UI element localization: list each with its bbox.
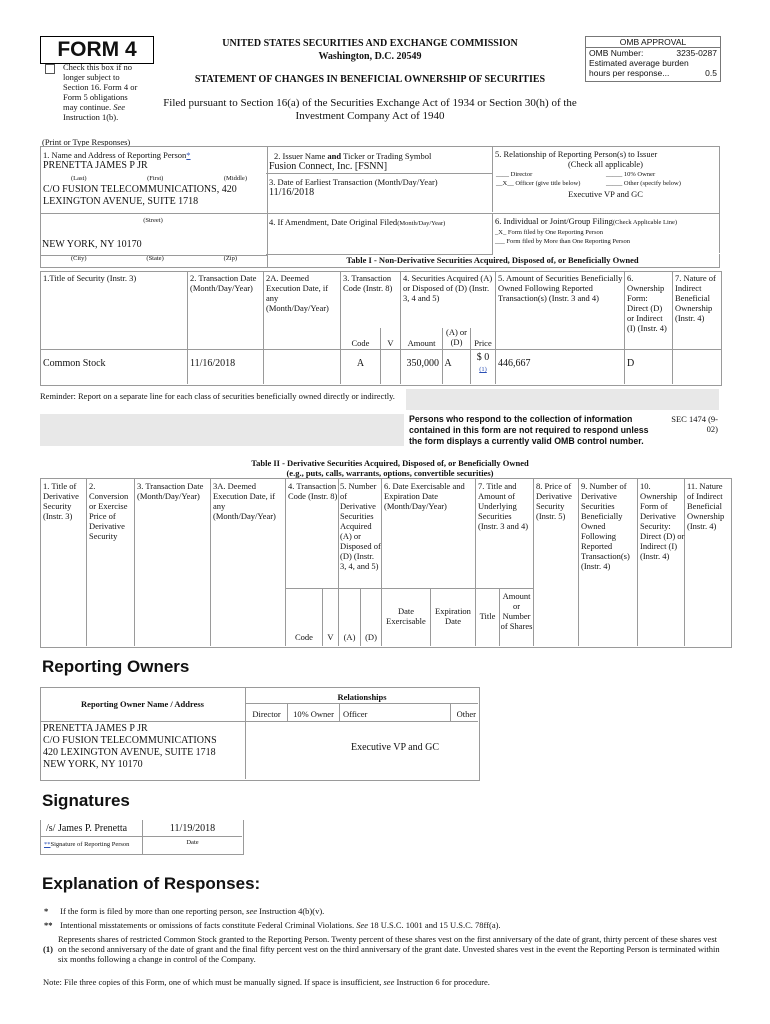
box2-label-and: and xyxy=(327,151,342,161)
ten-pct-label: 10% Owner xyxy=(623,171,656,178)
t2-vline xyxy=(86,478,87,646)
t1-hline xyxy=(40,349,721,350)
t1-vline xyxy=(495,271,496,384)
omb-number-label: OMB Number: xyxy=(589,48,644,58)
table1-h4: 4. Securities Acquired (A) or Disposed of (D) (Instr. 3, 4 and 5) xyxy=(403,273,493,303)
t1-vline xyxy=(263,271,264,384)
officer-mark: X xyxy=(502,180,508,187)
ten-pct-option[interactable]: _____ 10% Owner xyxy=(606,171,656,178)
box5-label: 5. Relationship of Reporting Person(s) to Issuer xyxy=(495,149,658,159)
more-person-label: Form filed by More than One Reporting Person xyxy=(506,238,631,245)
t1-row-price: $ 0 xyxy=(476,352,490,363)
box1-name-labels xyxy=(41,172,267,183)
checkbox-text-3: Section 16. Form 4 or xyxy=(63,82,138,92)
middle-label: (Middle) xyxy=(223,175,247,182)
signature-value: /s/ James P. Prenetta xyxy=(46,823,128,834)
ro-col-name: Reporting Owner Name / Address xyxy=(81,699,204,709)
sig-label: Signature of Reporting Person xyxy=(50,841,130,848)
earliest-transaction-date: 11/16/2018 xyxy=(269,187,315,198)
t2-h9: 9. Number of Derivative Securities Beneficially Owned Following Reported Transaction(s) (Instr. 4) xyxy=(581,481,630,571)
omb-hours: 0.5 xyxy=(705,68,717,78)
omb-number-row xyxy=(586,48,720,58)
t2-h7: 7. Title and Amount of Underlying Securities (Instr. 3 and 4) xyxy=(478,481,529,531)
ro-owner-line-3: 420 LEXINGTON AVENUE, SUITE 1718 xyxy=(43,747,216,758)
t2-vline xyxy=(210,478,211,646)
checkbox-text-5-line xyxy=(63,102,158,112)
reminder-shade-left xyxy=(40,414,404,446)
city-line: NEW YORK, NY 10170 xyxy=(42,239,142,250)
t2-vline xyxy=(533,478,534,646)
table1-h2a: 2A. Deemed Execution Date, if any (Month/Day/Year) xyxy=(266,273,329,313)
omb-approval-box xyxy=(585,36,721,82)
star2-pre: Intentional misstatements or omissions of facts constitute Federal Criminal Violations. xyxy=(60,920,355,930)
t1-row-price-footnote[interactable]: (1) xyxy=(479,366,487,373)
ro-vline xyxy=(339,703,340,721)
t1-sub-price: Price xyxy=(474,338,492,348)
t1-sub-code: Code xyxy=(351,338,370,348)
t2-sub-a: (A) xyxy=(343,632,356,642)
table2-title: Table II - Derivative Securities Acquired, Disposed of, or Beneficially Owned xyxy=(251,458,529,468)
table1-title: Table I - Non-Derivative Securities Acquired, Disposed of, or Beneficially Owned xyxy=(266,254,720,268)
t2-sub-exercisable: Date Exercisable xyxy=(386,606,426,626)
other-label: Other (specify below) xyxy=(623,180,681,187)
checkbox-text-5: may continue. xyxy=(63,102,112,112)
t1-row-date: 11/16/2018 xyxy=(190,358,236,369)
t2-h10: 10. Ownership Form of Derivative Security: Direct (D) or Indirect (I) (Instr. 4) xyxy=(640,481,685,561)
t1-vline xyxy=(624,271,625,384)
t2-sub-amount: Amount or Number of Shares xyxy=(500,591,533,631)
box5-row-2 xyxy=(492,179,719,188)
note-see: see xyxy=(383,977,395,987)
footnote-1-mark: (1) xyxy=(43,944,53,954)
table1-h7: 7. Nature of Indirect Beneficial Ownership (Instr. 4) xyxy=(675,273,716,323)
ro-col-officer: Officer xyxy=(343,709,368,719)
first-label: (First) xyxy=(147,175,164,182)
box1-label: 1. Name and Address of Reporting Person xyxy=(43,150,187,160)
star1-pre: If the form is filed by more than one reporting person, xyxy=(60,906,245,916)
filed-line-2: Investment Company Act of 1940 xyxy=(295,110,445,122)
t1-row-security: Common Stock xyxy=(43,358,106,369)
t2-h5: 5. Number of Derivative Securities Acquired (A) or Disposed of (D) (Instr. 3, 4, and 5) xyxy=(340,481,381,571)
footnote-1-text: Represents shares of restricted Common Stock granted to the Reporting Person. Twenty percent of these shares vest on the first anniversary of the date of grant, thirty percent of these shares vest on the second anniversary of the date of grant and the final fifty percent vest on the third anniversary of the grant date. Unvested shares vest in the event the Reporting Person is terminated within six months following a change in control of the Company. xyxy=(58,934,720,964)
checkbox-text-6: Instruction 1(b). xyxy=(63,112,119,122)
director-option[interactable]: ____ Director xyxy=(496,171,533,178)
t2-h3: 3. Transaction Date (Month/Day/Year) xyxy=(137,481,204,501)
sec-number: SEC 1474 (9-02) xyxy=(671,414,718,434)
city-state-zip-labels xyxy=(40,254,268,268)
t2-sub-d: (D) xyxy=(365,632,377,642)
one-person-option[interactable]: _X_ Form filed by One Reporting Person xyxy=(495,229,603,236)
star1-post: Instruction 4(b)(v). xyxy=(259,906,325,916)
t2-h4: 4. Transaction Code (Instr. 8) xyxy=(288,481,338,501)
t2-vline xyxy=(285,478,286,646)
t1-vline xyxy=(672,271,673,384)
omb-number: 3235-0287 xyxy=(676,48,717,58)
table1-h3: 3. Transaction Code (Instr. 8) xyxy=(343,273,393,293)
address-line-1: C/O FUSION TELECOMMUNICATIONS, 420 xyxy=(43,184,237,195)
t2-sub-code: Code xyxy=(295,632,313,642)
ro-hline xyxy=(245,703,478,704)
officer-label: Officer (give title below) xyxy=(515,180,581,187)
reporting-person-street-box xyxy=(40,213,266,254)
signatures-heading: Signatures xyxy=(42,791,130,810)
box2-label xyxy=(266,147,492,161)
sig-hline xyxy=(40,836,242,837)
statement-title: STATEMENT OF CHANGES IN BENEFICIAL OWNERSHIP OF SECURITIES xyxy=(194,74,546,85)
box5-sub: (Check all applicable) xyxy=(567,159,644,169)
agency-location: Washington, D.C. 20549 xyxy=(318,51,422,62)
one-person-label: Form filed by One Reporting Person xyxy=(507,229,603,236)
ro-owner-line-2: C/O FUSION TELECOMMUNICATIONS xyxy=(43,735,217,746)
last-label: (Last) xyxy=(71,175,87,182)
checkbox-text-1: Check this box if no xyxy=(63,62,132,72)
box3-label: 3. Date of Earliest Transaction (Month/Day/Year) xyxy=(269,177,438,187)
t2-sub-expiration: Expiration Date xyxy=(435,606,471,626)
t1-sub-aord: (A) or (D) xyxy=(445,327,467,347)
other-option[interactable]: _____ Other (specify below) xyxy=(606,180,681,187)
checkbox-text-see: See xyxy=(113,102,126,112)
filed-line-1: Filed pursuant to Section 16(a) of the Securities Exchange Act of 1934 or Section 30(h) of the xyxy=(163,97,577,109)
t2-h2: 2. Conversion or Exercise Price of Derivative Security xyxy=(89,481,129,541)
address-line-2: LEXINGTON AVENUE, SUITE 1718 xyxy=(43,196,199,207)
earliest-transaction-box xyxy=(266,173,493,212)
box1-label-row xyxy=(41,147,267,160)
note-post: Instruction 6 for procedure. xyxy=(396,977,490,987)
signature-label-row xyxy=(44,841,129,849)
reporting-owners-heading: Reporting Owners xyxy=(42,657,190,676)
box4-label-row xyxy=(266,214,492,228)
amendment-box xyxy=(266,213,493,255)
print-type: (Print or Type Responses) xyxy=(42,137,131,147)
ro-col-relationships: Relationships xyxy=(337,692,387,702)
ro-col-director: Director xyxy=(252,709,281,719)
date-label: Date xyxy=(186,839,199,846)
box2-label-pre: 2. Issuer Name xyxy=(274,151,326,161)
t2-sub-title: Title xyxy=(479,611,496,621)
table1-h6: 6. Ownership Form: Direct (D) or Indirect (I) (Instr. 4) xyxy=(627,273,667,333)
table1-h1: 1.Title of Security (Instr. 3) xyxy=(43,273,137,283)
form-title: FORM 4 xyxy=(57,38,137,61)
director-label: Director xyxy=(510,171,533,178)
table1-h2: 2. Transaction Date (Month/Day/Year) xyxy=(190,273,257,293)
reminder: Reminder: Report on a separate line for each class of securities beneficially owned directly or indirectly. xyxy=(40,391,395,401)
omb-hours-row xyxy=(586,68,720,78)
star1-see: see xyxy=(246,906,257,916)
box5-row-1 xyxy=(492,169,719,179)
explanation-heading: Explanation of Responses: xyxy=(42,874,261,893)
form-title-box xyxy=(40,36,154,64)
street-label: (Street) xyxy=(143,217,163,224)
signature-date: 11/19/2018 xyxy=(169,823,216,834)
t2-h6: 6. Date Exercisable and Expiration Date (Month/Day/Year) xyxy=(384,481,465,511)
issuer-name: Fusion Connect, Inc. [FSNN] xyxy=(269,161,388,172)
star2-mark: ** xyxy=(44,920,53,930)
t2-hline xyxy=(285,588,534,589)
checkbox-text-4: Form 5 obligations xyxy=(63,92,128,102)
persons-notice: Persons who respond to the collection of information contained in this form are not required to respond unless the form displays a currently valid OMB control number. xyxy=(409,414,649,446)
box1-star: * xyxy=(186,150,191,160)
ro-col-10pct: 10% Owner xyxy=(293,709,334,719)
omb-burden-label: Estimated average burden xyxy=(589,58,689,68)
officer-title: Executive VP and GC xyxy=(568,189,643,199)
filed-pursuant xyxy=(158,97,582,123)
omb-hours-label: hours per response... xyxy=(589,68,670,78)
t1-vline xyxy=(187,271,188,384)
checkbox-text-2: longer subject to xyxy=(63,72,120,82)
more-person-option[interactable]: ___ Form filed by More than One Reporting Person xyxy=(495,238,631,245)
sig-label-mark: ** xyxy=(44,841,51,848)
state-label: (State) xyxy=(146,255,164,262)
star1-mark: * xyxy=(44,906,49,916)
ro-owner-address xyxy=(43,723,243,771)
note-pre: Note: File three copies of this Form, one of which must be manually signed. If space is insufficient, xyxy=(43,977,382,987)
t1-row-aord: A xyxy=(444,358,452,369)
explanation-star1 xyxy=(44,906,724,916)
form-note xyxy=(43,977,723,987)
t2-sub-v: V xyxy=(327,632,334,642)
one-person-mark: X xyxy=(498,229,503,236)
reminder-shade-top xyxy=(406,389,719,410)
zip-label: (Zip) xyxy=(223,255,238,262)
box6-label: 6. Individual or Joint/Group Filing xyxy=(495,216,613,226)
table1-h5: 5. Amount of Securities Beneficially Owned Following Reported Transaction(s) (Instr. 3 and 4) xyxy=(498,273,623,303)
no-longer-checkbox[interactable] xyxy=(45,64,55,74)
t1-vline xyxy=(380,328,381,384)
relationship-box xyxy=(492,146,720,214)
issuer-box xyxy=(266,146,493,174)
box6-label-small: (Check Applicable Line) xyxy=(612,219,678,226)
box2-label-post: Ticker or Trading Symbol xyxy=(343,151,432,161)
reporting-person-name: PRENETTA JAMES P JR xyxy=(43,160,148,171)
ro-hline xyxy=(40,721,478,722)
ro-owner-line-1: PRENETTA JAMES P JR xyxy=(43,723,148,734)
star2-post: 18 U.S.C. 1001 and 15 U.S.C. 78ff(a). xyxy=(370,920,501,930)
t2-h3a: 3A. Deemed Execution Date, if any (Month/Day/Year) xyxy=(213,481,276,521)
t1-row-form: D xyxy=(627,358,635,369)
t1-sub-amount: Amount xyxy=(407,338,436,348)
ro-owner-line-4: NEW YORK, NY 10170 xyxy=(43,759,143,770)
t1-row-amount: 350,000 xyxy=(406,358,439,369)
box4-label-small: (Month/Day/Year) xyxy=(397,220,446,227)
t1-row-code: A xyxy=(356,358,365,369)
box4-label: 4. If Amendment, Date Original Filed xyxy=(269,217,398,227)
officer-option[interactable]: __X__ Officer (give title below) xyxy=(496,180,581,187)
t2-h11: 11. Nature of Indirect Beneficial Ownership (Instr. 4) xyxy=(687,481,725,531)
checkbox-instructions xyxy=(63,62,158,122)
agency-name: UNITED STATES SECURITIES AND EXCHANGE COMMISSION xyxy=(222,38,518,49)
filing-type-box xyxy=(492,213,720,253)
t1-row-owned: 446,667 xyxy=(498,358,531,369)
ro-col-other: Other xyxy=(456,709,476,719)
t2-vline xyxy=(338,478,339,646)
star2-see: See xyxy=(356,920,369,930)
box6-label-row xyxy=(492,213,719,227)
t1-sub-v: V xyxy=(387,338,394,348)
omb-title: OMB APPROVAL xyxy=(586,37,720,48)
explanation-star2 xyxy=(44,920,724,930)
ro-officer-value: Executive VP and GC xyxy=(350,742,440,753)
t2-h1: 1. Title of Derivative Security (Instr. 3) xyxy=(43,481,79,521)
t2-h8: 8. Price of Derivative Security (Instr. 5) xyxy=(536,481,572,521)
city-label: (City) xyxy=(70,255,87,262)
table2-subtitle: (e.g., puts, calls, warrants, options, convertible securities) xyxy=(286,468,494,478)
